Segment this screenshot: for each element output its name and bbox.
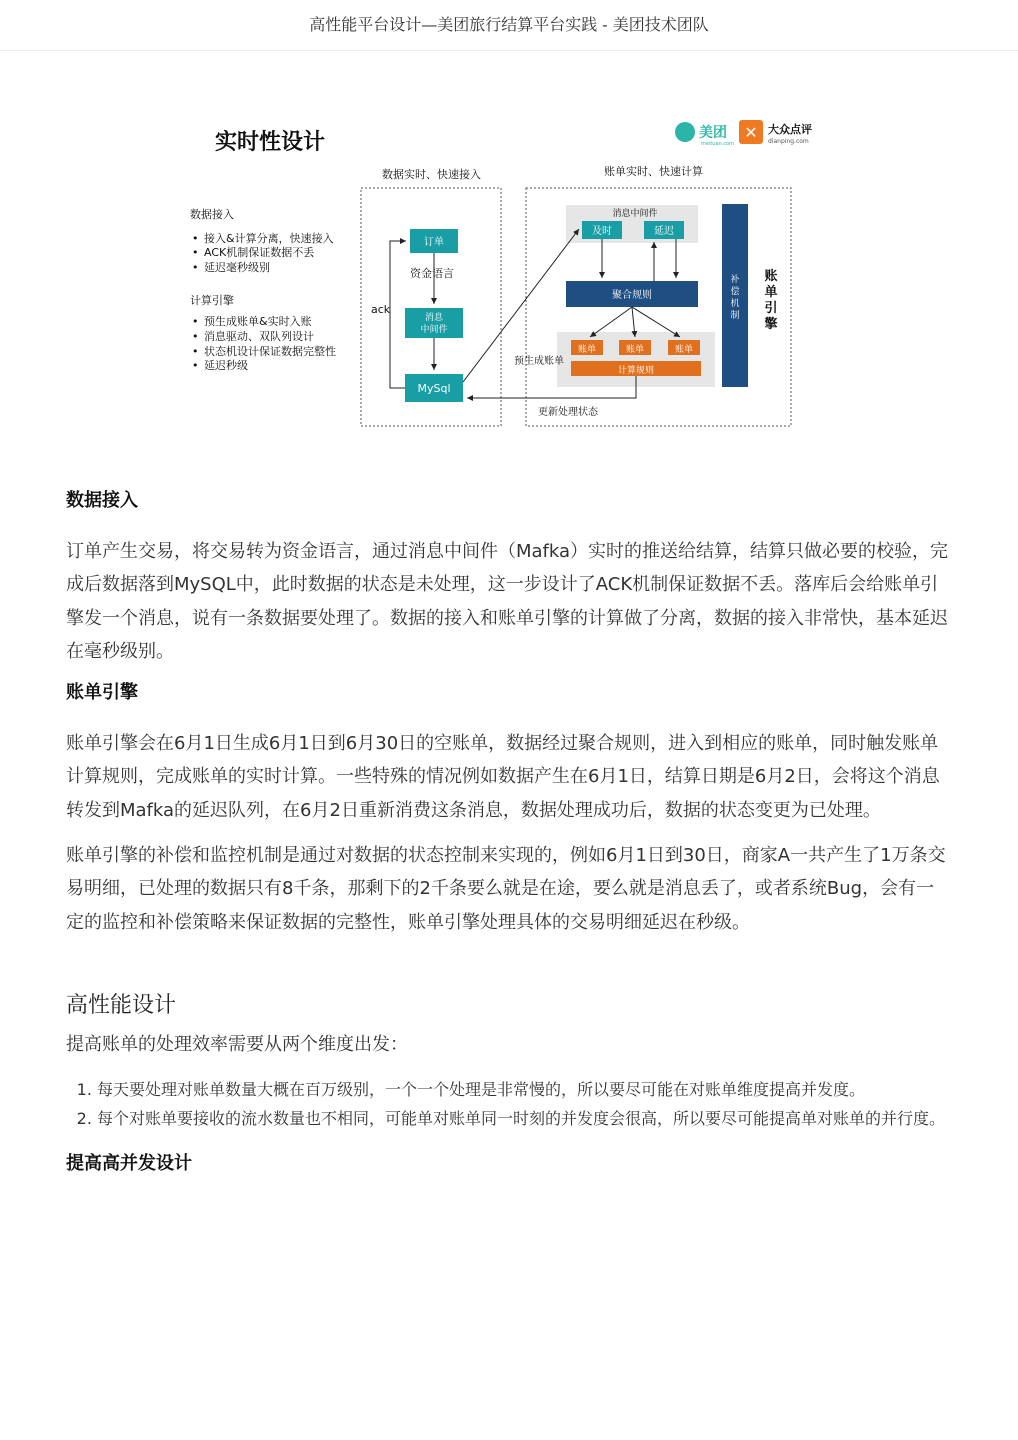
svg-text:•: • bbox=[192, 359, 199, 372]
svg-text:•: • bbox=[192, 330, 199, 343]
dianping-logo bbox=[739, 120, 812, 145]
list-item: 1. 每天要处理对账单数量大概在百万级别，一个一个处理是非常慢的，所以要尽可能在对账单维度提高并发度。 bbox=[97, 1075, 952, 1104]
paragraph-bill-engine-2: 账单引擎的补偿和监控机制是通过对数据的状态控制来实现的，例如6月1日到30日，商家A一共产生了1万条交易明细，已处理的数据只有8千条，那剩下的2千条要么就是在途，要么就是消息丢了，或者系统Bug，会有一定的监控和补偿策略来保证数据的完整性，账单引擎处理具体的交易明细延迟在秒级。 bbox=[66, 845, 946, 933]
sec1-item: 接入&计算分离，快速接入 bbox=[204, 232, 334, 245]
sec1-item: ACK机制保证数据不丢 bbox=[204, 246, 315, 259]
section-heading-concurrency: 提高高并发设计 bbox=[66, 1152, 192, 1174]
update-status-label: 更新处理状态 bbox=[538, 407, 598, 418]
svg-text:•: • bbox=[192, 261, 199, 274]
section-heading-data-ingest: 数据接入 bbox=[66, 490, 138, 511]
right-box-title: 账单实时、快速计算 bbox=[604, 165, 703, 178]
sec2-item: 消息驱动、双队列设计 bbox=[204, 330, 314, 343]
svg-text:•: • bbox=[192, 345, 199, 358]
sec1-item: 延迟毫秒级别 bbox=[204, 261, 270, 274]
svg-text:机: 机 bbox=[730, 299, 740, 309]
delay-label: 延迟 bbox=[654, 226, 674, 237]
svg-text:偿: 偿 bbox=[730, 287, 740, 297]
sec2-item: 状态机设计保证数据完整性 bbox=[204, 345, 336, 358]
left-box-title: 数据实时、快速接入 bbox=[382, 168, 481, 181]
sec2-item: 预生成账单&实时入账 bbox=[204, 315, 312, 328]
paragraph-bill-engine-1: 账单引擎会在6月1日生成6月1日到6月30日的空账单，数据经过聚合规则，进入到相应的账单，同时触发账单计算规则，完成账单的实时计算。一些特殊的情况例如数据产生在6月1日，结算日期是6月2日，会将这个消息转发到Mafka的延迟队列，在6月2日重新消费这条消息，数据处理成功后，数据的状态变更为已处理。 bbox=[66, 733, 940, 821]
order-label: 订单 bbox=[424, 237, 444, 248]
performance-list bbox=[66, 1075, 952, 1133]
svg-text:单: 单 bbox=[764, 285, 778, 300]
page-header bbox=[0, 0, 1018, 51]
svg-text:制: 制 bbox=[730, 311, 740, 321]
svg-text:补: 补 bbox=[730, 275, 740, 285]
paragraph-data-ingest: 订单产生交易，将交易转为资金语言，通过消息中间件（Mafka）实时的推送给结算，结算只做必要的校验，完成后数据落到MySQL中，此时数据的状态是未处理，这一步设计了ACK机制保证数据不丢。落库后会给账单引擎发一个消息，说有一条数据要处理了。数据的接入和账单引擎的计算做了分离，数据的接入非常快，基本延迟在毫秒级别。 bbox=[66, 541, 949, 662]
svg-text:引: 引 bbox=[764, 301, 778, 316]
sec1-list bbox=[192, 231, 334, 274]
section-heading-performance: 高性能设计 bbox=[66, 992, 177, 1018]
timely-label: 及时 bbox=[592, 226, 612, 237]
svg-text:•: • bbox=[192, 246, 199, 259]
mysql-label: MySql bbox=[417, 382, 451, 395]
sec2-list bbox=[192, 314, 336, 372]
agg-rule-label: 聚合规则 bbox=[612, 290, 652, 301]
middleware-title: 消息中间件 bbox=[612, 209, 658, 219]
bill-label-2: 账单 bbox=[625, 345, 645, 355]
bill-engine-label bbox=[764, 268, 777, 332]
architecture-figure bbox=[180, 108, 820, 438]
meituan-logo-sub: meituan.com bbox=[701, 141, 734, 147]
dianping-logo-sub: dianping.com bbox=[768, 138, 809, 145]
article-content bbox=[66, 486, 952, 1179]
pregen-label: 预生成账单 bbox=[514, 356, 564, 367]
fund-lang-label: 资金语言 bbox=[410, 267, 454, 280]
svg-text:账: 账 bbox=[764, 269, 778, 284]
dianping-logo-text: 大众点评 bbox=[768, 123, 812, 136]
meituan-logo-text: 美团 bbox=[699, 125, 727, 141]
paragraph-performance-intro: 提高账单的处理效率需要从两个维度出发： bbox=[66, 1033, 408, 1055]
meituan-logo bbox=[675, 122, 734, 147]
figure-title: 实时性设计 bbox=[215, 130, 326, 155]
mq-label-2: 中间件 bbox=[420, 325, 448, 335]
svg-text:✕: ✕ bbox=[744, 123, 758, 142]
svg-text:擎: 擎 bbox=[764, 317, 778, 332]
page-title: 高性能平台设计—美团旅行结算平台实践 - 美团技术团队 bbox=[309, 15, 709, 34]
sec1-title: 数据接入 bbox=[190, 208, 234, 221]
ack-label: ack bbox=[371, 303, 391, 316]
list-item: 2. 每个对账单要接收的流水数量也不相同，可能单对账单同一时刻的并发度会很高，所以要尽可能提高单对账单的并行度。 bbox=[97, 1104, 952, 1133]
sec2-title: 计算引擎 bbox=[190, 294, 234, 307]
svg-text:•: • bbox=[192, 232, 199, 245]
calc-rule-label: 计算规则 bbox=[617, 366, 655, 376]
section-heading-bill-engine: 账单引擎 bbox=[66, 682, 138, 704]
bill-label-3: 账单 bbox=[674, 345, 694, 355]
svg-text:•: • bbox=[192, 315, 199, 328]
bill-label-1: 账单 bbox=[577, 345, 597, 355]
sec2-item: 延迟秒级 bbox=[204, 359, 248, 372]
mq-label-1: 消息 bbox=[424, 313, 444, 323]
